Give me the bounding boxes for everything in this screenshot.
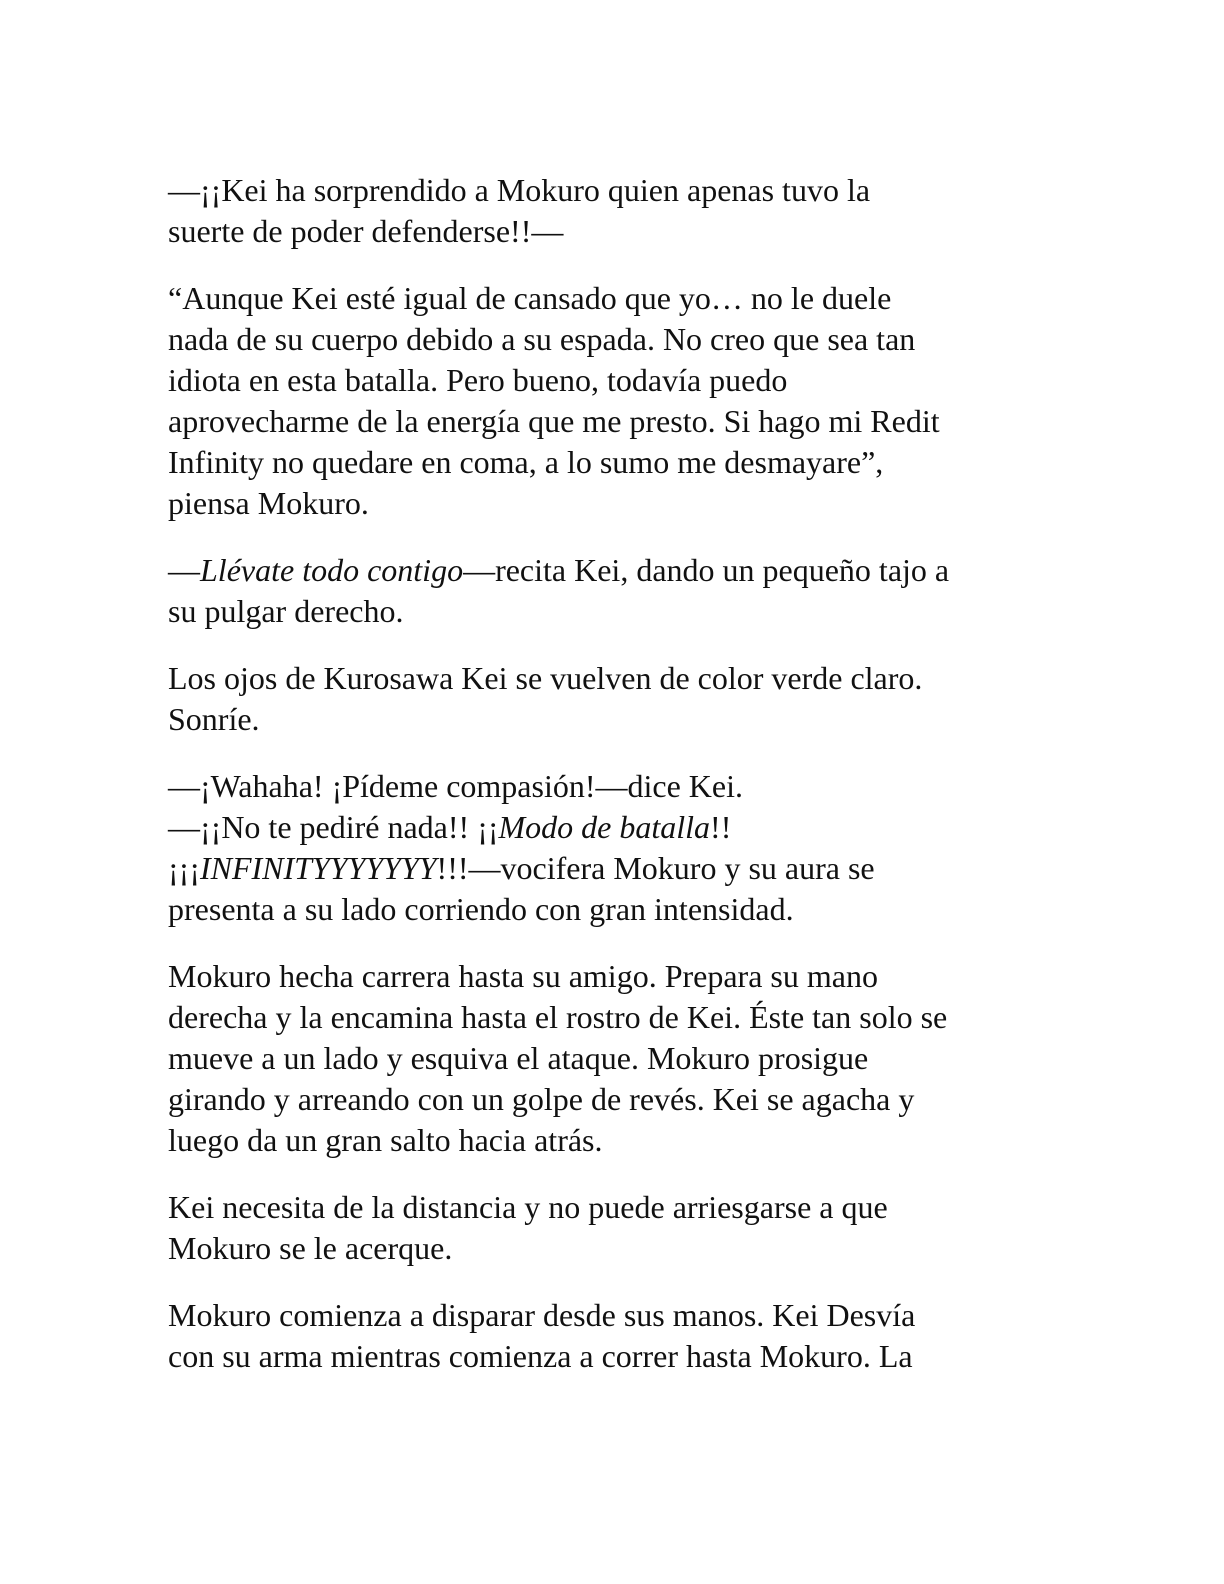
text-line: girando y arreando con un golpe de revés. Kei se agacha y: [168, 1081, 915, 1117]
text-line: su pulgar derecho.: [168, 593, 404, 629]
text-fragment: —¡¡No te pediré nada!! ¡¡: [168, 809, 499, 845]
text-line: con su arma mientras comienza a correr hasta Mokuro. La: [168, 1338, 913, 1374]
dialogue-block: [168, 766, 1058, 930]
text-line: Mokuro comienza a disparar desde sus manos. Kei Desvía: [168, 1297, 916, 1333]
text-line: piensa Mokuro.: [168, 485, 369, 521]
paragraph-2: [168, 278, 1058, 524]
text-fragment: ¡¡¡: [168, 850, 200, 886]
paragraph-8: [168, 1295, 1058, 1377]
paragraph-1: [168, 170, 1058, 252]
text-fragment: !!: [710, 809, 732, 845]
text-line: luego da un gran salto hacia atrás.: [168, 1122, 603, 1158]
text-fragment: —: [168, 552, 200, 588]
italic-text: Llévate todo contigo: [200, 552, 464, 588]
paragraph-3: [168, 550, 1058, 632]
italic-text: INFINITYYYYYYY: [199, 850, 437, 886]
text-line: suerte de poder defenderse!!—: [168, 213, 564, 249]
text-line: presenta a su lado corriendo con gran intensidad.: [168, 891, 794, 927]
text-line: “Aunque Kei esté igual de cansado que yo… no le duele: [168, 280, 892, 316]
paragraph-7: [168, 1187, 1058, 1269]
text-line: derecha y la encamina hasta el rostro de Kei. Éste tan solo se: [168, 999, 948, 1035]
paragraph-4: [168, 658, 1058, 740]
text-fragment: —recita Kei, dando un pequeño tajo a: [463, 552, 950, 588]
text-line: Kei necesita de la distancia y no puede arriesgarse a que: [168, 1189, 888, 1225]
text-line: aprovecharme de la energía que me presto. Si hago mi Redit: [168, 403, 940, 439]
paragraph-6: [168, 956, 1058, 1161]
text-line: —¡Wahaha! ¡Pídeme compasión!—dice Kei.: [168, 768, 743, 804]
text-line: Mokuro se le acerque.: [168, 1230, 453, 1266]
page-body: [168, 170, 1058, 1377]
text-line: idiota en esta batalla. Pero bueno, todavía puedo: [168, 362, 788, 398]
text-line: Infinity no quedare en coma, a lo sumo me desmayare”,: [168, 444, 884, 480]
text-line: Sonríe.: [168, 701, 260, 737]
text-line: mueve a un lado y esquiva el ataque. Mokuro prosigue: [168, 1040, 869, 1076]
text-fragment: !!!—vocifera Mokuro y su aura se: [436, 850, 875, 886]
italic-text: Modo de batalla: [498, 809, 711, 845]
text-line: Mokuro hecha carrera hasta su amigo. Prepara su mano: [168, 958, 878, 994]
text-line: Los ojos de Kurosawa Kei se vuelven de color verde claro.: [168, 660, 923, 696]
text-line: —¡¡Kei ha sorprendido a Mokuro quien apenas tuvo la: [168, 172, 871, 208]
text-line: nada de su cuerpo debido a su espada. No creo que sea tan: [168, 321, 916, 357]
